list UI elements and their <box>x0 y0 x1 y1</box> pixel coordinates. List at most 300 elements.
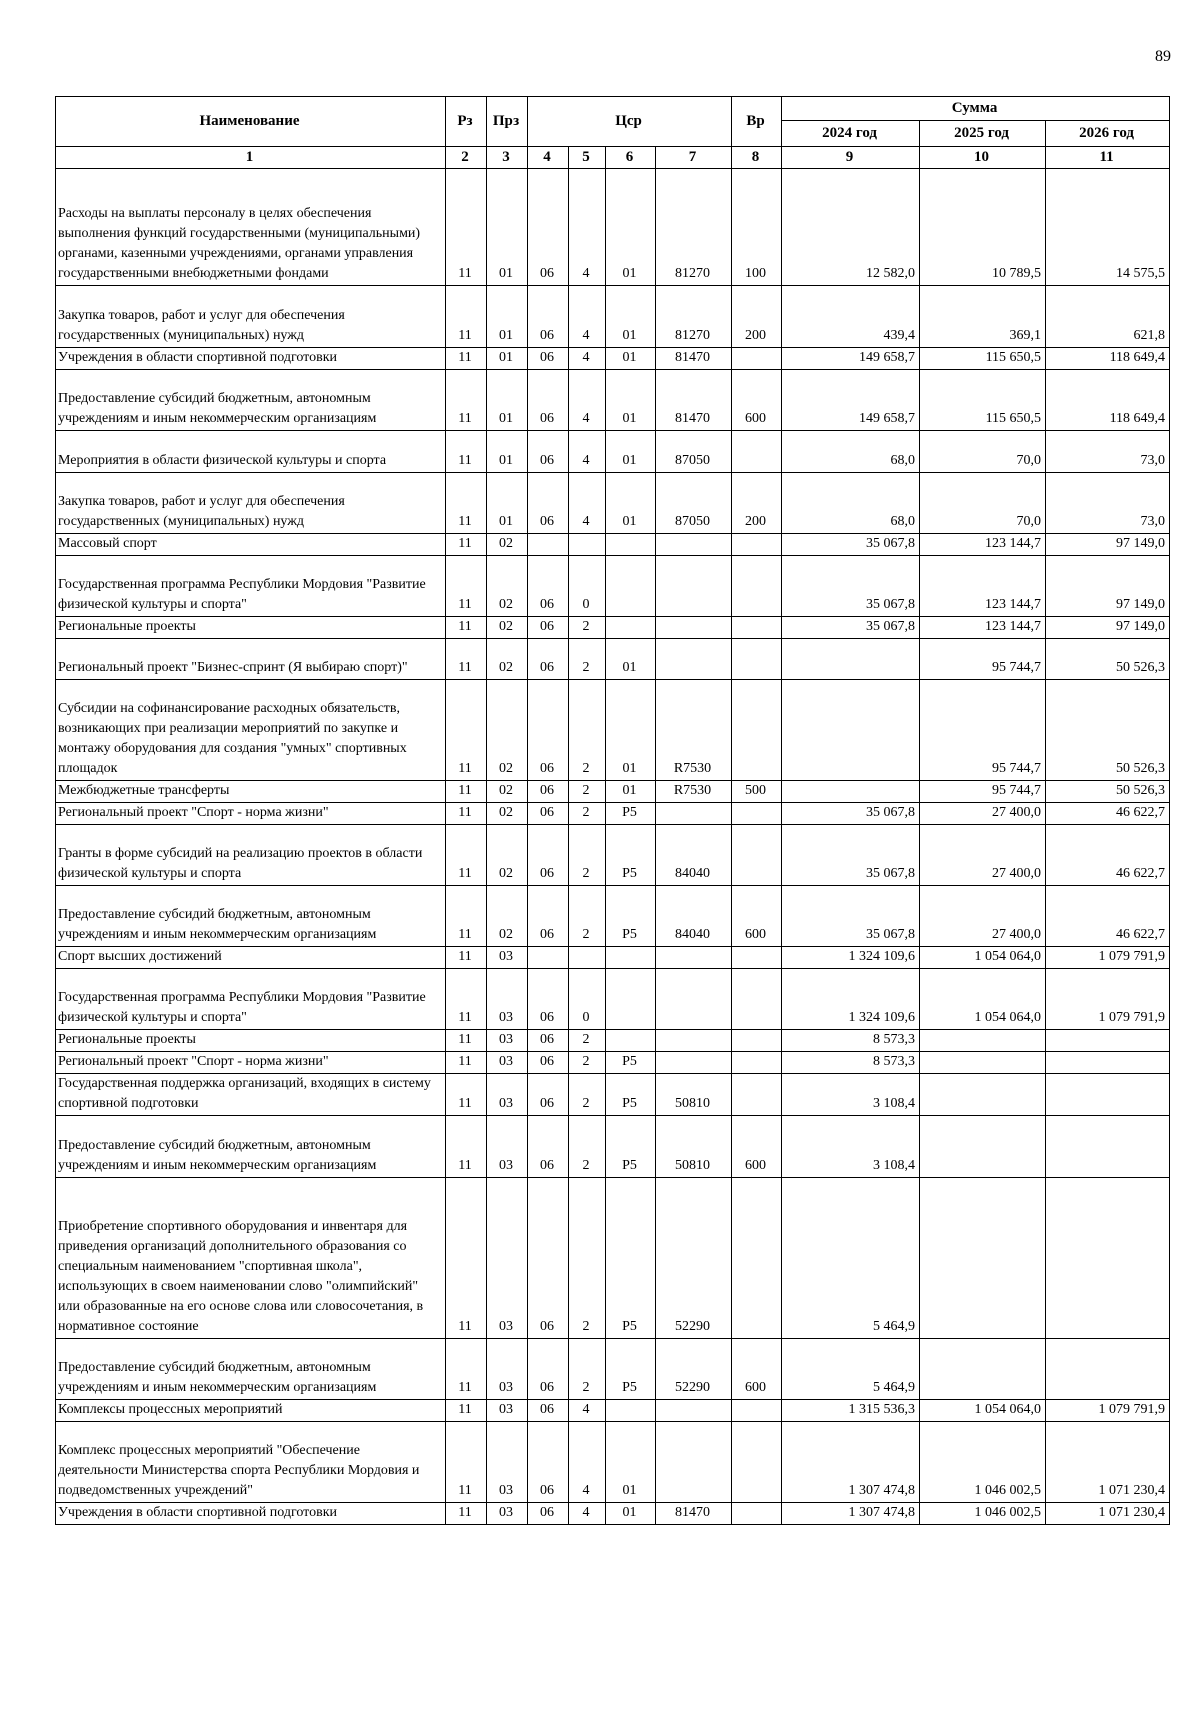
row-amount-2026: 50 526,3 <box>1046 781 1170 803</box>
row-amount-2025: 1 046 002,5 <box>920 1503 1046 1525</box>
row-amount-2026: 46 622,7 <box>1046 886 1170 947</box>
row-prz: 01 <box>487 348 528 370</box>
row-tsr-type: 4 <box>569 1422 606 1503</box>
row-tsr-type: 0 <box>569 969 606 1030</box>
row-vr <box>732 803 782 825</box>
row-prz: 01 <box>487 473 528 534</box>
row-amount-2025: 123 144,7 <box>920 617 1046 639</box>
row-amount-2026: 97 149,0 <box>1046 534 1170 556</box>
row-amount-2025: 10 789,5 <box>920 169 1046 286</box>
row-amount-2025: 27 400,0 <box>920 886 1046 947</box>
row-prz: 02 <box>487 680 528 781</box>
row-rz: 11 <box>446 803 487 825</box>
row-tsr-element: 01 <box>606 1422 656 1503</box>
row-tsr-program: 06 <box>528 1503 569 1525</box>
row-rz: 11 <box>446 1030 487 1052</box>
row-rz: 11 <box>446 680 487 781</box>
row-tsr-program: 06 <box>528 1116 569 1178</box>
row-tsr-element: 01 <box>606 286 656 348</box>
row-tsr-direction: 50810 <box>656 1074 732 1116</box>
row-amount-2024: 35 067,8 <box>782 886 920 947</box>
row-tsr-program: 06 <box>528 680 569 781</box>
table-body <box>56 169 1170 1525</box>
row-tsr-type: 2 <box>569 886 606 947</box>
row-prz: 02 <box>487 556 528 617</box>
table-row <box>56 639 1170 680</box>
row-amount-2024: 35 067,8 <box>782 534 920 556</box>
row-amount-2026: 50 526,3 <box>1046 639 1170 680</box>
table-row <box>56 1178 1170 1339</box>
row-amount-2026: 50 526,3 <box>1046 680 1170 781</box>
row-tsr-direction <box>656 803 732 825</box>
row-name: Предоставление субсидий бюджетным, автономным учреждениям и иным некоммерческим организациям <box>56 886 446 947</box>
row-tsr-direction <box>656 969 732 1030</box>
row-amount-2026: 1 079 791,9 <box>1046 1400 1170 1422</box>
row-vr: 600 <box>732 1339 782 1400</box>
row-amount-2026: 14 575,5 <box>1046 169 1170 286</box>
table-row <box>56 886 1170 947</box>
row-amount-2025 <box>920 1339 1046 1400</box>
row-tsr-direction <box>656 534 732 556</box>
row-tsr-element: 01 <box>606 431 656 473</box>
row-tsr-direction: R7530 <box>656 781 732 803</box>
row-rz: 11 <box>446 1422 487 1503</box>
row-prz: 02 <box>487 886 528 947</box>
row-tsr-element: P5 <box>606 1178 656 1339</box>
row-tsr-program: 06 <box>528 1074 569 1116</box>
row-name: Спорт высших достижений <box>56 947 446 969</box>
row-vr <box>732 1422 782 1503</box>
row-vr <box>732 947 782 969</box>
row-prz: 03 <box>487 1074 528 1116</box>
row-vr <box>732 534 782 556</box>
row-amount-2025: 95 744,7 <box>920 680 1046 781</box>
row-vr <box>732 1400 782 1422</box>
row-tsr-program <box>528 947 569 969</box>
row-rz: 11 <box>446 556 487 617</box>
row-name: Мероприятия в области физической культуры и спорта <box>56 431 446 473</box>
row-tsr-type: 2 <box>569 1178 606 1339</box>
table-row <box>56 1052 1170 1074</box>
row-amount-2026 <box>1046 1074 1170 1116</box>
column-number: 4 <box>528 147 569 169</box>
row-name: Межбюджетные трансферты <box>56 781 446 803</box>
row-tsr-element <box>606 969 656 1030</box>
row-tsr-program <box>528 534 569 556</box>
row-name: Расходы на выплаты персоналу в целях обеспечения выполнения функций государственными (муниципальными) органами, казенными учреждениями, органами управления государственными внебюджетными фондами <box>56 169 446 286</box>
row-rz: 11 <box>446 348 487 370</box>
row-name: Закупка товаров, работ и услуг для обеспечения государственных (муниципальных) нужд <box>56 286 446 348</box>
row-vr <box>732 431 782 473</box>
row-tsr-program: 06 <box>528 473 569 534</box>
row-tsr-element: 01 <box>606 680 656 781</box>
row-name: Предоставление субсидий бюджетным, автономным учреждениям и иным некоммерческим организациям <box>56 1116 446 1178</box>
row-tsr-element: 01 <box>606 781 656 803</box>
row-tsr-type <box>569 534 606 556</box>
row-amount-2024: 439,4 <box>782 286 920 348</box>
row-amount-2024: 35 067,8 <box>782 556 920 617</box>
table-row <box>56 348 1170 370</box>
row-tsr-direction: 81470 <box>656 1503 732 1525</box>
row-tsr-element: P5 <box>606 886 656 947</box>
row-tsr-type: 2 <box>569 639 606 680</box>
row-tsr-element: 01 <box>606 473 656 534</box>
row-tsr-type: 2 <box>569 1052 606 1074</box>
row-tsr-program: 06 <box>528 825 569 886</box>
row-tsr-direction <box>656 1030 732 1052</box>
row-tsr-direction: 84040 <box>656 886 732 947</box>
row-prz: 01 <box>487 431 528 473</box>
row-amount-2024: 149 658,7 <box>782 348 920 370</box>
row-amount-2024: 149 658,7 <box>782 370 920 431</box>
row-amount-2024: 35 067,8 <box>782 617 920 639</box>
row-tsr-element <box>606 947 656 969</box>
row-vr <box>732 1074 782 1116</box>
row-amount-2025: 95 744,7 <box>920 781 1046 803</box>
row-amount-2026: 46 622,7 <box>1046 803 1170 825</box>
row-name: Региональный проект "Бизнес-спринт (Я выбираю спорт)" <box>56 639 446 680</box>
row-amount-2026: 621,8 <box>1046 286 1170 348</box>
row-tsr-direction: 87050 <box>656 473 732 534</box>
row-rz: 11 <box>446 1400 487 1422</box>
row-rz: 11 <box>446 473 487 534</box>
row-name: Региональные проекты <box>56 617 446 639</box>
row-prz: 03 <box>487 1422 528 1503</box>
row-amount-2024: 1 315 536,3 <box>782 1400 920 1422</box>
row-vr: 200 <box>732 286 782 348</box>
row-tsr-direction: 52290 <box>656 1339 732 1400</box>
row-amount-2026 <box>1046 1339 1170 1400</box>
row-rz: 11 <box>446 947 487 969</box>
header-sum: Сумма <box>782 97 1170 121</box>
row-prz: 02 <box>487 803 528 825</box>
row-amount-2024 <box>782 781 920 803</box>
column-number: 10 <box>920 147 1046 169</box>
row-prz: 03 <box>487 947 528 969</box>
row-tsr-type: 0 <box>569 556 606 617</box>
row-prz: 03 <box>487 1339 528 1400</box>
row-tsr-type: 4 <box>569 1503 606 1525</box>
row-rz: 11 <box>446 781 487 803</box>
table-row <box>56 431 1170 473</box>
row-prz: 03 <box>487 1503 528 1525</box>
row-amount-2026: 118 649,4 <box>1046 348 1170 370</box>
row-tsr-program: 06 <box>528 556 569 617</box>
table-row <box>56 680 1170 781</box>
row-amount-2026: 118 649,4 <box>1046 370 1170 431</box>
row-tsr-type: 2 <box>569 1074 606 1116</box>
table-row <box>56 1422 1170 1503</box>
row-name: Комплексы процессных мероприятий <box>56 1400 446 1422</box>
row-amount-2025: 1 046 002,5 <box>920 1422 1046 1503</box>
row-prz: 01 <box>487 370 528 431</box>
table-row <box>56 169 1170 286</box>
header-vr: Вр <box>732 97 782 147</box>
row-name: Государственная программа Республики Мордовия "Развитие физической культуры и спорта" <box>56 969 446 1030</box>
row-prz: 03 <box>487 1030 528 1052</box>
row-prz: 01 <box>487 169 528 286</box>
row-amount-2025: 70,0 <box>920 473 1046 534</box>
row-prz: 02 <box>487 781 528 803</box>
table-row <box>56 1503 1170 1525</box>
row-tsr-program: 06 <box>528 1339 569 1400</box>
row-tsr-type: 2 <box>569 1030 606 1052</box>
column-number: 1 <box>56 147 446 169</box>
row-amount-2025 <box>920 1052 1046 1074</box>
row-amount-2024: 35 067,8 <box>782 825 920 886</box>
header-2025: 2025 год <box>920 121 1046 147</box>
row-tsr-program: 06 <box>528 886 569 947</box>
row-vr: 200 <box>732 473 782 534</box>
row-amount-2024: 5 464,9 <box>782 1339 920 1400</box>
row-tsr-element: P5 <box>606 1052 656 1074</box>
row-prz: 02 <box>487 639 528 680</box>
row-amount-2025: 27 400,0 <box>920 803 1046 825</box>
row-tsr-direction: 52290 <box>656 1178 732 1339</box>
row-name: Гранты в форме субсидий на реализацию проектов в области физической культуры и спорта <box>56 825 446 886</box>
row-prz: 03 <box>487 1052 528 1074</box>
column-number: 7 <box>656 147 732 169</box>
table-row <box>56 1400 1170 1422</box>
row-tsr-type: 4 <box>569 431 606 473</box>
row-tsr-program: 06 <box>528 431 569 473</box>
row-vr: 600 <box>732 370 782 431</box>
row-amount-2025 <box>920 1116 1046 1178</box>
row-rz: 11 <box>446 886 487 947</box>
row-amount-2024 <box>782 639 920 680</box>
table-row <box>56 969 1170 1030</box>
table-row <box>56 1074 1170 1116</box>
row-tsr-element: 01 <box>606 639 656 680</box>
row-vr <box>732 1178 782 1339</box>
row-vr: 100 <box>732 169 782 286</box>
row-rz: 11 <box>446 1052 487 1074</box>
row-tsr-element: P5 <box>606 825 656 886</box>
row-prz: 01 <box>487 286 528 348</box>
row-tsr-element <box>606 556 656 617</box>
row-tsr-program: 06 <box>528 1030 569 1052</box>
row-tsr-type: 2 <box>569 1339 606 1400</box>
row-prz: 02 <box>487 825 528 886</box>
row-rz: 11 <box>446 617 487 639</box>
row-tsr-type: 2 <box>569 825 606 886</box>
row-tsr-direction <box>656 1052 732 1074</box>
row-name: Государственная поддержка организаций, входящих в систему спортивной подготовки <box>56 1074 446 1116</box>
row-tsr-program: 06 <box>528 1400 569 1422</box>
row-amount-2025 <box>920 1030 1046 1052</box>
row-name: Учреждения в области спортивной подготовки <box>56 1503 446 1525</box>
row-name: Государственная программа Республики Мордовия "Развитие физической культуры и спорта" <box>56 556 446 617</box>
row-vr <box>732 1030 782 1052</box>
row-vr <box>732 348 782 370</box>
row-name: Закупка товаров, работ и услуг для обеспечения государственных (муниципальных) нужд <box>56 473 446 534</box>
row-amount-2025: 1 054 064,0 <box>920 947 1046 969</box>
row-amount-2026: 46 622,7 <box>1046 825 1170 886</box>
row-tsr-element: 01 <box>606 348 656 370</box>
row-amount-2025: 115 650,5 <box>920 348 1046 370</box>
row-tsr-type: 2 <box>569 803 606 825</box>
row-name: Региональный проект "Спорт - норма жизни" <box>56 1052 446 1074</box>
column-number: 9 <box>782 147 920 169</box>
row-tsr-direction: 50810 <box>656 1116 732 1178</box>
row-tsr-program: 06 <box>528 169 569 286</box>
header-name: Наименование <box>56 97 446 147</box>
row-tsr-type: 2 <box>569 617 606 639</box>
row-amount-2025: 369,1 <box>920 286 1046 348</box>
row-vr: 600 <box>732 1116 782 1178</box>
row-vr <box>732 680 782 781</box>
row-name: Региональные проекты <box>56 1030 446 1052</box>
row-name: Комплекс процессных мероприятий "Обеспечение деятельности Министерства спорта Республики Мордовия и подведомственных учреждений" <box>56 1422 446 1503</box>
row-amount-2024: 5 464,9 <box>782 1178 920 1339</box>
row-name: Предоставление субсидий бюджетным, автономным учреждениям и иным некоммерческим организациям <box>56 1339 446 1400</box>
row-rz: 11 <box>446 825 487 886</box>
row-tsr-program: 06 <box>528 639 569 680</box>
row-tsr-direction: 87050 <box>656 431 732 473</box>
row-tsr-type: 4 <box>569 348 606 370</box>
row-amount-2024: 1 307 474,8 <box>782 1503 920 1525</box>
row-tsr-direction <box>656 556 732 617</box>
row-tsr-direction <box>656 639 732 680</box>
budget-table <box>55 96 1170 1525</box>
row-amount-2025 <box>920 1074 1046 1116</box>
row-amount-2026: 97 149,0 <box>1046 556 1170 617</box>
table-row <box>56 370 1170 431</box>
row-tsr-element: P5 <box>606 1074 656 1116</box>
row-tsr-element <box>606 1030 656 1052</box>
row-tsr-type: 4 <box>569 169 606 286</box>
row-amount-2025: 95 744,7 <box>920 639 1046 680</box>
table-row <box>56 534 1170 556</box>
row-vr <box>732 556 782 617</box>
row-vr: 500 <box>732 781 782 803</box>
row-amount-2024: 8 573,3 <box>782 1030 920 1052</box>
row-amount-2024: 68,0 <box>782 431 920 473</box>
row-tsr-element: 01 <box>606 370 656 431</box>
row-prz: 03 <box>487 1116 528 1178</box>
row-rz: 11 <box>446 1339 487 1400</box>
row-tsr-program: 06 <box>528 617 569 639</box>
table-row <box>56 1030 1170 1052</box>
row-tsr-program: 06 <box>528 1052 569 1074</box>
row-name: Региональный проект "Спорт - норма жизни" <box>56 803 446 825</box>
table-row <box>56 1339 1170 1400</box>
column-numbers-row <box>56 147 1170 169</box>
row-tsr-type: 2 <box>569 781 606 803</box>
page-number: 89 <box>1155 48 1171 65</box>
row-amount-2024: 12 582,0 <box>782 169 920 286</box>
row-prz: 03 <box>487 1400 528 1422</box>
row-vr <box>732 617 782 639</box>
row-tsr-direction: 81270 <box>656 169 732 286</box>
row-amount-2025: 115 650,5 <box>920 370 1046 431</box>
row-tsr-direction: 81470 <box>656 348 732 370</box>
row-tsr-direction: 84040 <box>656 825 732 886</box>
row-amount-2024: 3 108,4 <box>782 1074 920 1116</box>
column-number: 11 <box>1046 147 1170 169</box>
row-tsr-element: 01 <box>606 169 656 286</box>
row-amount-2026 <box>1046 1178 1170 1339</box>
row-rz: 11 <box>446 286 487 348</box>
row-tsr-type <box>569 947 606 969</box>
row-rz: 11 <box>446 1503 487 1525</box>
table-row <box>56 617 1170 639</box>
row-amount-2024 <box>782 680 920 781</box>
row-amount-2025: 1 054 064,0 <box>920 969 1046 1030</box>
row-amount-2025: 123 144,7 <box>920 556 1046 617</box>
table-row <box>56 825 1170 886</box>
row-name: Приобретение спортивного оборудования и инвентаря для приведения организаций дополнительного образования со специальным наименованием "спортивная школа", использующих в своем наименовании слово "олимпийский" или образованные на его основе слова или словосочетания, в нормативное состояние <box>56 1178 446 1339</box>
row-amount-2025: 27 400,0 <box>920 825 1046 886</box>
table-row <box>56 286 1170 348</box>
row-name: Субсидии на софинансирование расходных обязательств, возникающих при реализации мероприятий по закупке и монтажу оборудования для создания "умных" спортивных площадок <box>56 680 446 781</box>
row-tsr-type: 4 <box>569 286 606 348</box>
row-tsr-program: 06 <box>528 348 569 370</box>
header-tsr: Цср <box>528 97 732 147</box>
table-header <box>56 97 1170 169</box>
row-amount-2026: 1 071 230,4 <box>1046 1422 1170 1503</box>
column-number: 8 <box>732 147 782 169</box>
row-rz: 11 <box>446 639 487 680</box>
row-tsr-type: 2 <box>569 1116 606 1178</box>
row-rz: 11 <box>446 169 487 286</box>
row-tsr-program: 06 <box>528 781 569 803</box>
table-row <box>56 556 1170 617</box>
row-tsr-direction <box>656 1422 732 1503</box>
row-amount-2025: 123 144,7 <box>920 534 1046 556</box>
row-vr <box>732 639 782 680</box>
row-name: Учреждения в области спортивной подготовки <box>56 348 446 370</box>
row-vr <box>732 825 782 886</box>
row-amount-2026: 97 149,0 <box>1046 617 1170 639</box>
row-tsr-direction: 81270 <box>656 286 732 348</box>
row-tsr-program: 06 <box>528 286 569 348</box>
row-rz: 11 <box>446 370 487 431</box>
header-2026: 2026 год <box>1046 121 1170 147</box>
row-amount-2026 <box>1046 1052 1170 1074</box>
table-row <box>56 473 1170 534</box>
column-number: 3 <box>487 147 528 169</box>
row-amount-2024: 35 067,8 <box>782 803 920 825</box>
row-tsr-program: 06 <box>528 1422 569 1503</box>
row-name: Предоставление субсидий бюджетным, автономным учреждениям и иным некоммерческим организациям <box>56 370 446 431</box>
row-tsr-element: P5 <box>606 1339 656 1400</box>
header-2024: 2024 год <box>782 121 920 147</box>
row-vr: 600 <box>732 886 782 947</box>
row-amount-2024: 1 324 109,6 <box>782 947 920 969</box>
row-rz: 11 <box>446 534 487 556</box>
row-amount-2024: 1 324 109,6 <box>782 969 920 1030</box>
row-amount-2024: 3 108,4 <box>782 1116 920 1178</box>
row-tsr-program: 06 <box>528 1178 569 1339</box>
row-amount-2026 <box>1046 1030 1170 1052</box>
column-number: 6 <box>606 147 656 169</box>
row-amount-2024: 8 573,3 <box>782 1052 920 1074</box>
row-tsr-type: 4 <box>569 1400 606 1422</box>
column-number: 2 <box>446 147 487 169</box>
row-rz: 11 <box>446 969 487 1030</box>
row-tsr-type: 4 <box>569 370 606 431</box>
row-prz: 02 <box>487 534 528 556</box>
header-prz: Прз <box>487 97 528 147</box>
table-row <box>56 947 1170 969</box>
row-amount-2026: 1 079 791,9 <box>1046 969 1170 1030</box>
row-tsr-direction: 81470 <box>656 370 732 431</box>
row-tsr-program: 06 <box>528 370 569 431</box>
row-tsr-direction <box>656 947 732 969</box>
row-rz: 11 <box>446 1178 487 1339</box>
row-vr <box>732 1503 782 1525</box>
